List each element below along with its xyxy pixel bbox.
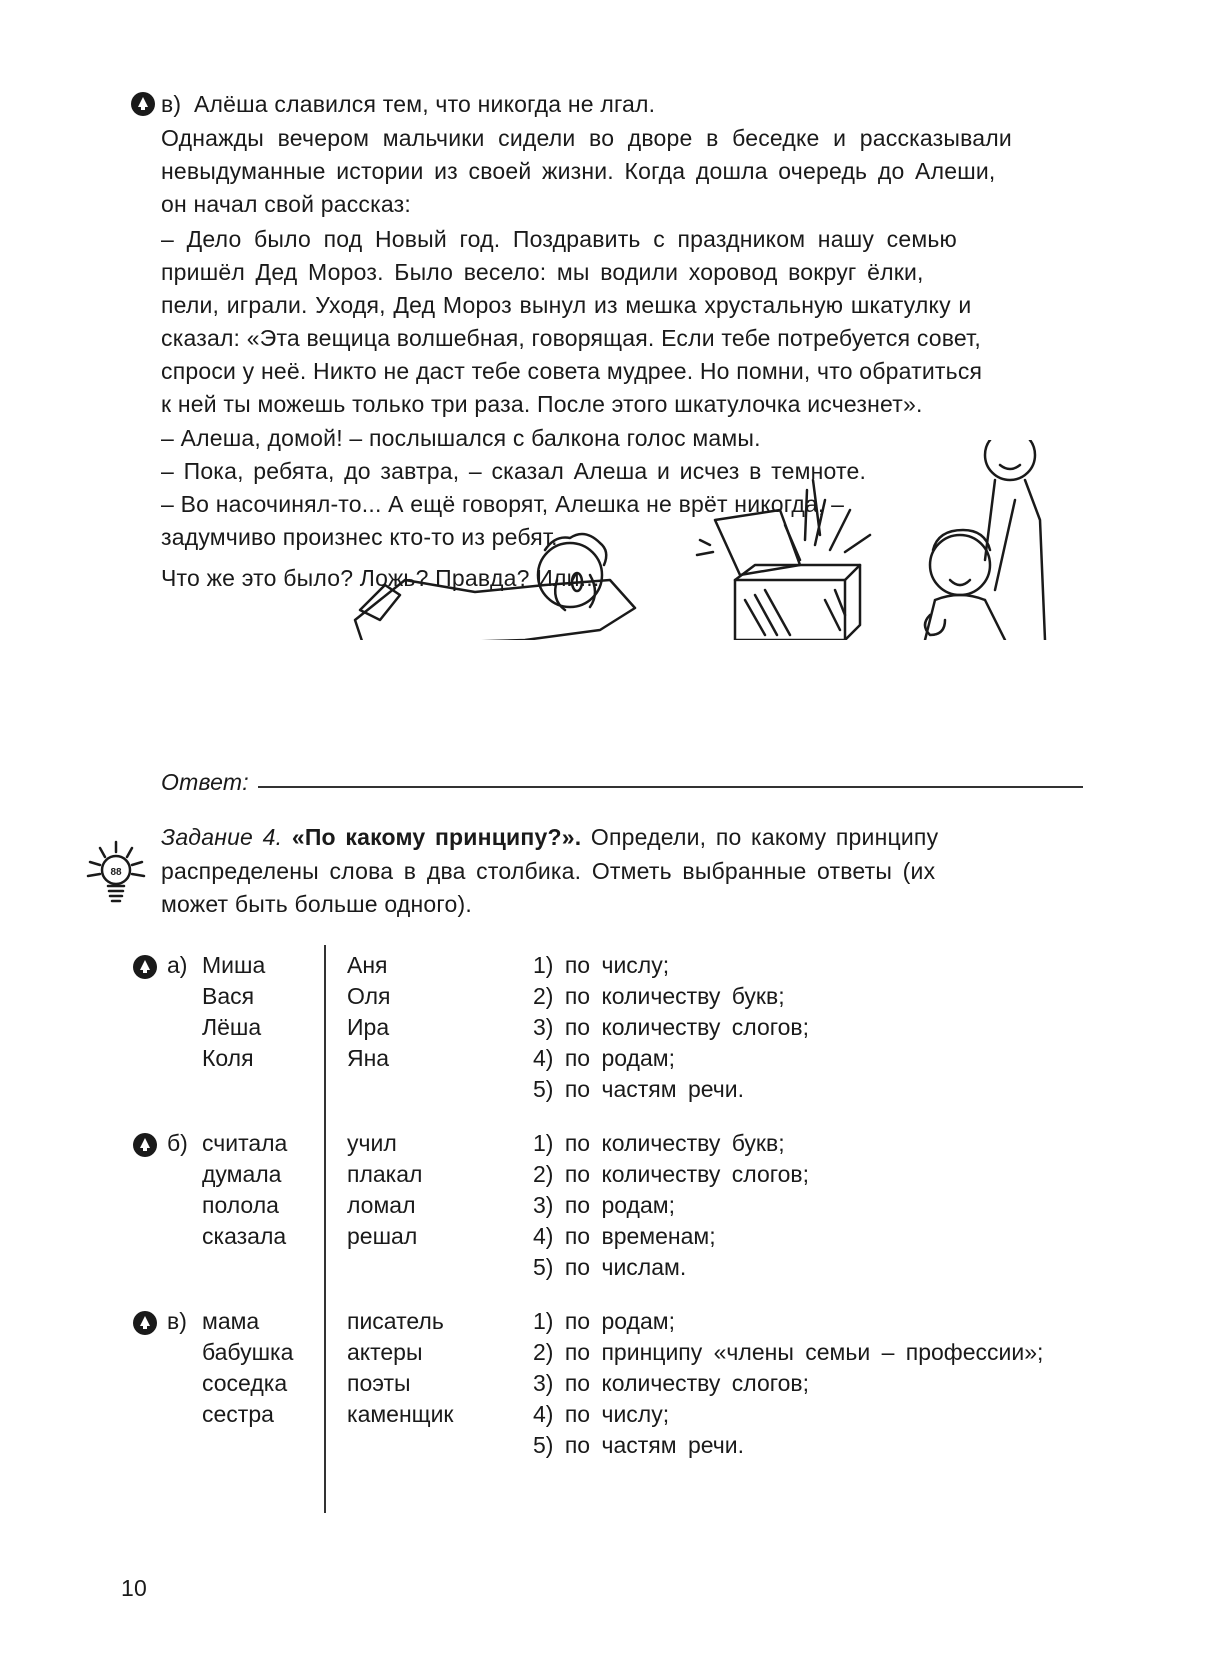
option[interactable]: 1) по числу; [533,952,670,978]
word: соседка [202,1370,288,1396]
group-label: в) [167,1308,187,1334]
option[interactable]: 5) по частям речи. [533,1076,744,1102]
difficulty-badge-icon [133,955,157,979]
task4-line2: распределены слова в два столбика. Отметь выбранные ответы (их [161,858,936,884]
option[interactable]: 4) по числу; [533,1401,670,1427]
word: Ира [347,1014,390,1040]
task4-instructions: Определи, по какому принципу [590,824,939,850]
options-list [533,1128,809,1283]
page-number: 10 [121,1575,147,1601]
story-line: он начал свой рассказ: [161,191,411,217]
word: сестра [202,1401,274,1427]
left-column [202,1306,293,1430]
task4-line1 [161,821,938,853]
word: ломал [347,1192,416,1218]
task4-title: «По какому принципу?». [291,824,582,850]
standing-boy-figure [985,440,1045,640]
sitting-boy-figure [925,530,1005,640]
right-column [347,1128,422,1252]
group-label: б) [167,1130,188,1156]
word: плакал [347,1161,423,1187]
option[interactable]: 1) по родам; [533,1308,675,1334]
word: Лёша [202,1014,262,1040]
story-question: Что же это было? Ложь? Правда? Или... [161,565,600,591]
difficulty-badge-icon [131,92,155,116]
word: сказала [202,1223,287,1249]
column-divider [324,945,326,1513]
options-list [533,950,809,1105]
word: бабушка [202,1339,294,1365]
word: думала [202,1161,282,1187]
chest-figure [697,480,870,640]
svg-text:88: 88 [110,867,122,878]
word: полола [202,1192,279,1218]
option[interactable]: 2) по количеству слогов; [533,1161,810,1187]
word: Вася [202,983,255,1009]
task4-number: Задание 4. [161,824,283,850]
options-list [533,1306,1043,1461]
word: Миша [202,952,266,978]
option[interactable]: 5) по числам. [533,1254,687,1280]
right-column [347,1306,454,1430]
story-line: – Алеша, домой! – послышался с балкона голос мамы. [161,425,761,451]
lying-boy-figure [355,534,635,640]
word: писатель [347,1308,444,1334]
answer-label: Ответ: [161,769,249,795]
lightbulb-icon [86,832,146,912]
right-column [347,950,391,1074]
story-line: – Пока, ребята, до завтра, – сказал Алеша и исчез в темноте. [161,458,867,484]
option[interactable]: 3) по количеству слогов; [533,1370,810,1396]
word: каменщик [347,1401,454,1427]
difficulty-badge-icon [133,1311,157,1335]
story-line: невыдуманные истории из своей жизни. Когда дошла очередь до Алеши, [161,158,996,184]
story-illustration [345,440,1105,640]
story-line: задумчиво произнес кто-то из ребят. [161,524,558,550]
word: считала [202,1130,288,1156]
option[interactable]: 1) по количеству букв; [533,1130,785,1156]
word: учил [347,1130,397,1156]
word: Оля [347,983,391,1009]
story-line: к ней ты можешь только три раза. После этого шкатулочка исчезнет». [161,391,923,417]
left-column [202,950,265,1074]
story-line: спроси у неё. Никто не даст тебе совета мудрее. Но помни, что обратиться [161,358,983,384]
word: Коля [202,1045,254,1071]
option[interactable]: 2) по количеству букв; [533,983,785,1009]
story-line: Алёша славился тем, что никогда не лгал. [194,91,656,117]
word: актеры [347,1339,423,1365]
word: мама [202,1308,260,1334]
section-v-label: в) [161,91,182,117]
story-line: – Во насочинял-то... А ещё говорят, Алешка не врёт никогда, – [161,491,845,517]
word: Аня [347,952,388,978]
word: Яна [347,1045,390,1071]
option[interactable]: 3) по количеству слогов; [533,1014,810,1040]
option[interactable]: 3) по родам; [533,1192,675,1218]
task4-line3: может быть больше одного). [161,891,472,917]
word: поэты [347,1370,411,1396]
story-line: пели, играли. Уходя, Дед Мороз вынул из мешка хрустальную шкатулку и [161,292,972,318]
story-line: сказал: «Эта вещица волшебная, говорящая. Если тебе потребуется совет, [161,325,981,351]
group-label: а) [167,952,188,978]
answer-input-line[interactable] [258,786,1083,788]
story-line: – Дело было под Новый год. Поздравить с праздником нашу семью [161,226,957,252]
story-line: пришёл Дед Мороз. Было весело: мы водили хоровод вокруг ёлки, [161,259,924,285]
word: решал [347,1223,418,1249]
option[interactable]: 4) по временам; [533,1223,716,1249]
left-column [202,1128,287,1252]
option[interactable]: 5) по частям речи. [533,1432,744,1458]
option[interactable]: 4) по родам; [533,1045,675,1071]
story-line: Однажды вечером мальчики сидели во дворе в беседке и рассказывали [161,125,1012,151]
difficulty-badge-icon [133,1133,157,1157]
option[interactable]: 2) по принципу «члены семьи – профессии»; [533,1339,1044,1365]
